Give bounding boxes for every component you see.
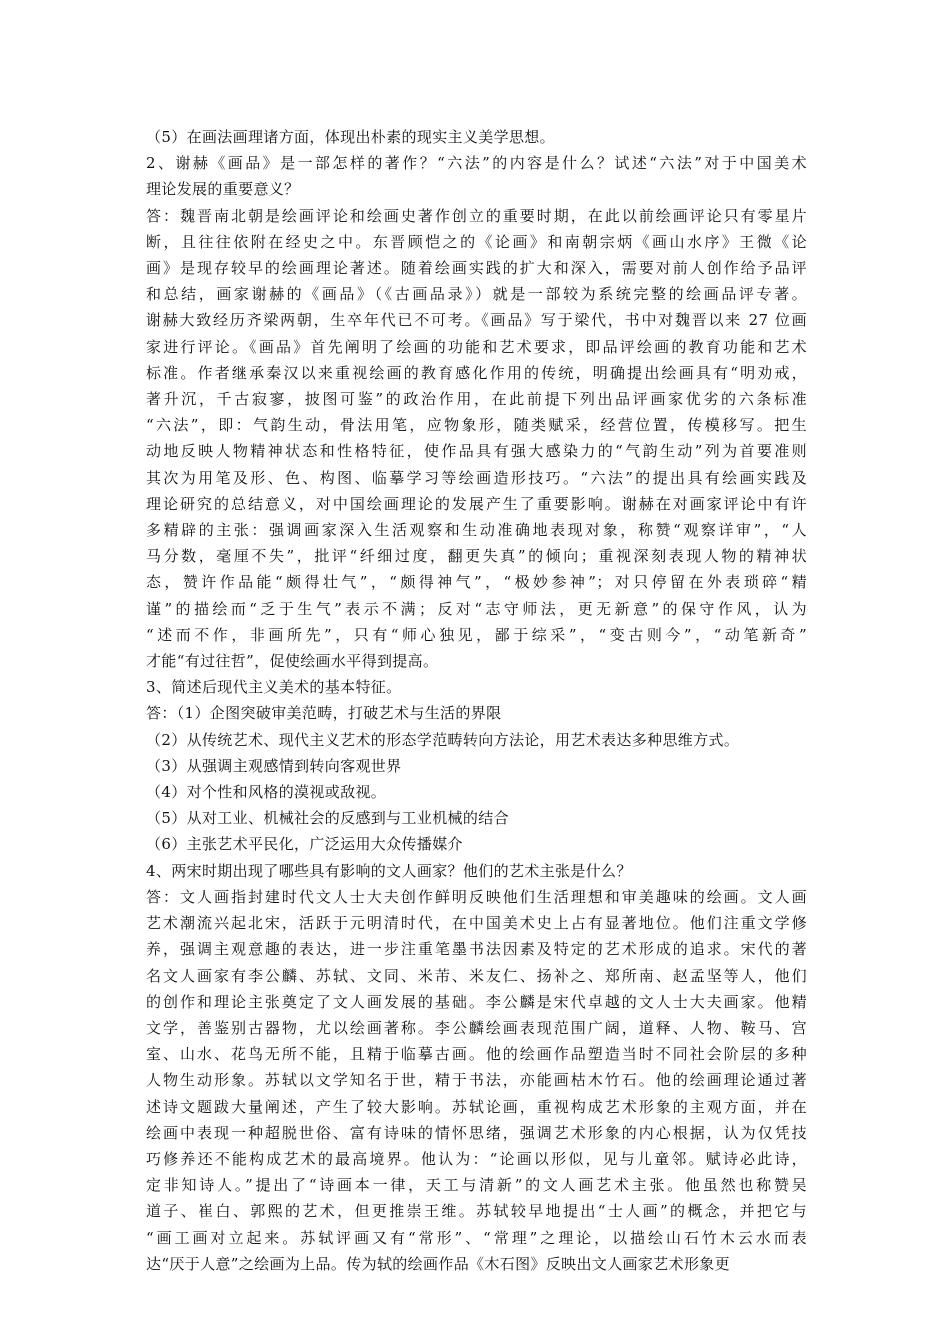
paragraph xyxy=(146,831,807,857)
paragraph xyxy=(146,124,807,150)
text-line: 艺术潮流兴起北宋，活跃于元明清时代，在中国美术史上占有显著地位。他们注重文学修 xyxy=(146,914,807,933)
text-line: 答：魏晋南北朝是绘画评论和绘画史著作创立的重要时期，在此以前绘画评论只有零星片 xyxy=(146,206,807,225)
text-line: （5）从对工业、机械社会的反感到与工业机械的结合 xyxy=(146,809,509,828)
text-line: 答：（1）企图突破审美范畴，打破艺术与生活的界限 xyxy=(146,704,502,723)
paragraph xyxy=(146,150,807,202)
text-line: 著升沉，千古寂寥，披图可鉴”的政治作用，在此前提下列出品评画家优劣的六条标准 xyxy=(146,390,807,409)
text-line: 理论研究的总结意义，对中国绘画理论的发展产生了重要影响。谢赫在对画家评论中有许 xyxy=(146,494,807,513)
text-line: （4）对个性和风格的漠视或敌视。 xyxy=(146,783,387,802)
text-line: “六法”，即：气韵生动，骨法用笔，应物象形，随类赋采，经营位置，传模移写。把生 xyxy=(146,416,807,435)
text-line: 巧修养还不能构成艺术的最高境界。他认为：“论画以形似，见与儿童邻。赋诗必此诗， xyxy=(146,1149,807,1168)
text-line: 述诗文题跋大量阐述，产生了较大影响。苏轼论画，重视构成艺术形象的主观方面，并在 xyxy=(146,1097,807,1116)
paragraph xyxy=(146,779,807,805)
text-line: 的创作和理论主张奠定了文人画发展的基础。李公麟是宋代卓越的文人士大夫画家。他精 xyxy=(146,992,807,1011)
text-line: 人物生动形象。苏轼以文学知名于世，精于书法，亦能画枯木竹石。他的绘画理论通过著 xyxy=(146,1071,807,1090)
text-line: 名文人画家有李公麟、苏轼、文同、米芾、米友仁、扬补之、郑所南、赵孟坚等人，他们 xyxy=(146,966,807,985)
text-line: 画》是现存较早的绘画理论著述。随着绘画实践的扩大和深入，需要对前人创作给予品评 xyxy=(146,259,807,278)
text-line: 谨”的描绘而“乏于生气”表示不满；反对“志守师法，更无新意”的保守作风，认为 xyxy=(146,599,807,618)
text-line: “画工画对立起来。苏轼评画又有“常形”、“常理”之理论，以描绘山石竹木云水而表 xyxy=(146,1228,807,1247)
paragraph xyxy=(146,700,807,726)
text-line: 和总结，画家谢赫的《画品》（《古画品录》）就是一部较为系统完整的绘画品评专著。 xyxy=(146,285,807,304)
text-line: 4、两宋时期出现了哪些具有影响的文人画家？他们的艺术主张是什么？ xyxy=(146,861,632,880)
text-line: 家进行评论。《画品》首先阐明了绘画的功能和艺术要求，即品评绘画的教育功能和艺术 xyxy=(146,337,807,356)
text-line: 室、山水、花鸟无所不能，且精于临摹古画。他的绘画作品塑造当时不同社会阶层的多种 xyxy=(146,1045,807,1064)
text-line: 态，赞许作品能“颇得壮气”，“颇得神气”，“极妙参神”；对只停留在外表琐碎“精 xyxy=(146,573,807,592)
paragraph xyxy=(146,805,807,831)
text-line: 道子、崔白、郭熙的艺术，但更推崇王维。苏轼较早地提出“士人画”的概念，并把它与 xyxy=(146,1202,807,1221)
paragraph xyxy=(146,674,807,700)
text-line: 才能“有过往哲”，促使绘画水平得到提高。 xyxy=(146,652,439,671)
text-line: 2、谢赫《画品》是一部怎样的著作？“六法”的内容是什么？试述“六法”对于中国美术 xyxy=(146,154,807,173)
text-line: 绘画中表现一种超脱世俗、富有诗味的情怀思绪，强调艺术形象的内心根据，认为仅凭技 xyxy=(146,1123,807,1142)
document-page xyxy=(146,124,807,1277)
paragraph xyxy=(146,727,807,753)
text-line: 多精辟的主张：强调画家深入生活观察和生动准确地表现对象，称赞“观察详审”，“人 xyxy=(146,521,807,540)
paragraph xyxy=(146,203,807,675)
paragraph xyxy=(146,753,807,779)
text-line: （6）主张艺术平民化，广泛运用大众传播媒介 xyxy=(146,835,463,854)
text-line: （5）在画法画理诸方面，体现出朴素的现实主义美学思想。 xyxy=(146,128,555,146)
text-line: 马分数，毫厘不失”，批评“纤细过度，翻更失真”的倾向；重视深刻表现人物的精神状 xyxy=(146,547,807,566)
text-line: 文学，善鉴别古器物，尤以绘画著称。李公麟绘画表现范围广阔，道释、人物、鞍马、宫 xyxy=(146,1018,807,1037)
text-line: 标准。作者继承秦汉以来重视绘画的教育感化作用的传统，明确提出绘画具有“明劝戒， xyxy=(146,363,807,382)
text-line: 谢赫大致经历齐梁两朝，生卒年代已不可考。《画品》写于梁代，书中对魏晋以来 27 位画 xyxy=(146,311,807,330)
text-line: 其次为用笔及形、色、构图、临摹学习等绘画造形技巧。“六法”的提出具有绘画实践及 xyxy=(146,468,807,487)
text-line: 断，且往往依附在经史之中。东晋顾恺之的《论画》和南朝宗炳《画山水序》王微《论 xyxy=(146,232,807,251)
text-line: “述而不作，非画所先”，只有“师心独见，鄙于综采”，“变古则今”，“动笔新奇” xyxy=(146,625,807,644)
text-line: 定非知诗人。”提出了“诗画本一律，天工与清新”的文人画艺术主张。他虽然也称赞吴 xyxy=(146,1176,807,1195)
text-line: 理论发展的重要意义？ xyxy=(146,180,300,199)
text-line: 动地反映人物精神状态和性格特征，使作品具有强大感染力的“气韵生动”列为首要准则 xyxy=(146,442,807,461)
text-line: （3）从强调主观感情到转向客观世界 xyxy=(146,756,402,775)
text-line: 达“厌于人意”之绘画为上品。传为轼的绘画作品《木石图》反映出文人画家艺术形象更 xyxy=(146,1254,730,1273)
text-line: 答：文人画指封建时代文人士大夫创作鲜明反映他们生活理想和审美趣味的绘画。文人画 xyxy=(146,887,807,906)
text-line: 3、简述后现代主义美术的基本特征。 xyxy=(146,678,402,697)
paragraph xyxy=(146,858,807,884)
paragraph xyxy=(146,884,807,1277)
text-line: （2）从传统艺术、现代主义艺术的形态学范畴转向方法论，用艺术表达多种思维方式。 xyxy=(146,730,740,749)
text-line: 养，强调主观意趣的表达，进一步注重笔墨书法因素及特定的艺术形成的追求。宋代的著 xyxy=(146,940,807,959)
